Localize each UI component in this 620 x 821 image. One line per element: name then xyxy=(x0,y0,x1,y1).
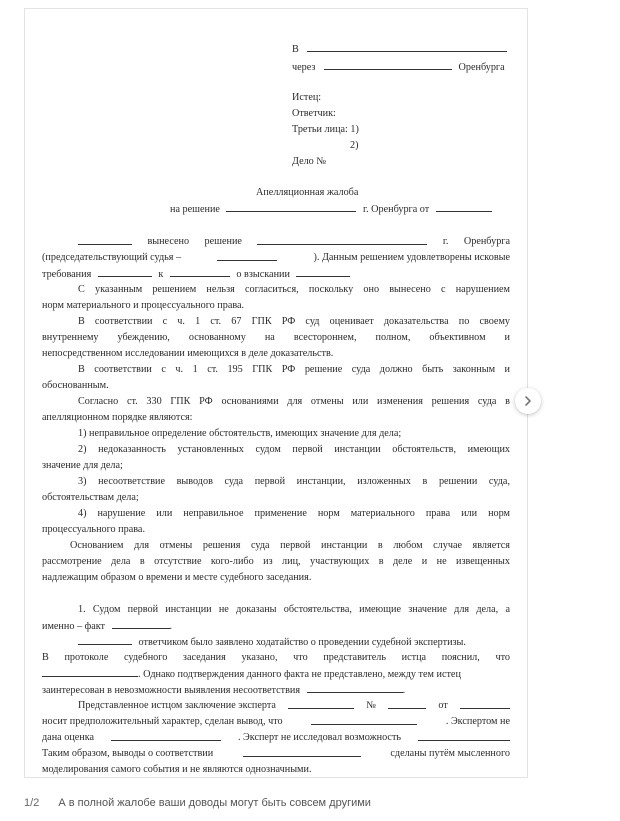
p4-line-2: обоснованным. xyxy=(42,380,109,391)
blank-field xyxy=(324,59,452,70)
p9-line-1 xyxy=(78,698,510,713)
blank-field xyxy=(257,234,427,245)
blank-field xyxy=(460,698,510,709)
p8-line-1 xyxy=(78,634,466,650)
list-item-4-line-1: 4) нарушение или неправильное применение норм материального права или норм xyxy=(78,508,510,519)
title-city-from: г. Оренбурга от xyxy=(363,204,430,215)
p3-line-2: внутреннему убеждению, основанному на всестороннем, полном, объективном и xyxy=(42,332,510,343)
text-span: ). Данным решением удовлетворены исковые xyxy=(313,252,510,263)
gallery-caption xyxy=(24,797,371,809)
caption-text: А в полной жалобе ваши доводы могут быть совсем другими xyxy=(58,797,371,809)
blank-field xyxy=(170,266,230,277)
text-span: к xyxy=(158,269,164,280)
blank-field xyxy=(78,234,132,245)
text-span: требования xyxy=(42,269,92,280)
blank-field xyxy=(112,618,170,629)
plaintiff-label: Истец: xyxy=(292,92,322,103)
list-item-1: 1) неправильное определение обстоятельств, имеющих значение для дела; xyxy=(78,428,402,439)
p5-line-1: Согласно ст. 330 ГПК РФ основаниями для отмены или изменения решения суда в xyxy=(78,396,510,407)
text-span: сделаны путём мысленного xyxy=(390,748,510,759)
text-span: Представленное истцом заключение эксперта xyxy=(78,700,276,711)
text-span: дана оценка xyxy=(42,732,95,743)
blank-field xyxy=(296,266,350,277)
third-party-1-label: Третьи лица: 1) xyxy=(292,124,359,135)
p6-line-1: Основанием для отмены решения суда первой инстанции в любом случае является xyxy=(70,540,510,551)
defendant-label: Ответчик: xyxy=(292,108,336,119)
addressee-line xyxy=(292,41,507,57)
addressee-label: В xyxy=(292,44,299,55)
via-line xyxy=(292,59,505,75)
list-item-3-line-2: обстоятельствам дела; xyxy=(42,492,139,503)
list-item-2-line-2: значение для дела; xyxy=(42,460,123,471)
p9-line-4 xyxy=(42,746,510,761)
blank-field xyxy=(98,266,152,277)
text-span: Таким образом, выводы о соответствии xyxy=(42,748,214,759)
p7-line-2: именно – факт . xyxy=(42,618,172,634)
document-title: Апелляционная жалоба xyxy=(256,187,359,198)
blank-field xyxy=(307,682,403,693)
text-span: решение xyxy=(204,236,242,247)
p8-line-2: В протоколе судебного заседания указано, что представитель истца пояснил, что xyxy=(42,652,510,663)
list-item-3-line-1: 3) несоответствие выводов суда первой инстанции, изложенных в решении суда, xyxy=(78,476,510,487)
p8-line-3 xyxy=(42,666,461,682)
text-span: ответчиком было заявлено ходатайство о проведении судебной экспертизы. xyxy=(138,637,466,648)
text-span: именно – факт xyxy=(42,621,105,632)
p7-line-1: 1. Судом первой инстанции не доказаны обстоятельства, имеющие значение для дела, а xyxy=(78,604,510,615)
document-page xyxy=(24,8,528,778)
title-on-decision: на решение xyxy=(170,204,220,215)
text-span: Оренбурга xyxy=(463,236,510,247)
p1-line-3 xyxy=(42,266,350,282)
blank-field xyxy=(42,666,138,677)
text-span: о взыскании xyxy=(236,269,290,280)
title-subline xyxy=(170,201,492,217)
blank-field xyxy=(217,250,277,261)
chevron-right-icon xyxy=(522,395,534,407)
p2-line-1: С указанным решением нельзя согласиться, поскольку оно вынесено с нарушением xyxy=(78,284,510,295)
p1-line-2 xyxy=(42,250,510,265)
text-span: № xyxy=(366,700,377,711)
p9-line-5: моделирования самого события и не являются однозначными. xyxy=(42,764,312,775)
blank-field xyxy=(307,41,507,52)
blank-field xyxy=(436,201,492,212)
via-city: Оренбурга xyxy=(458,62,505,73)
blank-field xyxy=(288,698,354,709)
case-number-label: Дело № xyxy=(292,156,327,167)
blank-field xyxy=(243,746,361,757)
list-item-4-line-2: процессуального права. xyxy=(42,524,145,535)
text-span: вынесено xyxy=(147,236,190,247)
text-span: . Однако подтверждения данного факта не представлено, между тем истец xyxy=(138,669,461,680)
p8-line-4: заинтересован в невозможности выявления несоответствия . xyxy=(42,682,405,698)
text-span: от xyxy=(438,700,448,711)
p3-line-1: В соответствии с ч. 1 ст. 67 ГПК РФ суд оценивает доказательства по своему xyxy=(78,316,510,327)
p4-line-1: В соответствии с ч. 1 ст. 195 ГПК РФ решение суда должно быть законным и xyxy=(78,364,510,375)
p9-line-3 xyxy=(42,730,510,745)
p2-line-2: норм материального и процессуального права. xyxy=(42,300,245,311)
p6-line-3: надлежащим образом о времени и месте судебного заседания. xyxy=(42,572,312,583)
third-party-2-label: 2) xyxy=(350,140,359,151)
text-span: . Экспертом не xyxy=(445,716,510,727)
list-item-2-line-1: 2) недоказанность установленных судом первой инстанции обстоятельств, имеющих xyxy=(78,444,510,455)
blank-field xyxy=(78,634,132,645)
p3-line-3: непосредственном исследовании имеющихся в деле доказательств. xyxy=(42,348,334,359)
blank-field xyxy=(111,730,221,741)
blank-field xyxy=(226,201,356,212)
p6-line-2: рассмотрение дела в отсутствие кого-либо из лиц, участвующих в деле и не извещенных xyxy=(42,556,510,567)
text-span: . Эксперт не исследовал возможность xyxy=(237,732,402,743)
p9-line-2 xyxy=(42,714,510,729)
text-span: (председательствующий судья – xyxy=(42,252,182,263)
text-span: носит предположительный характер, сделан вывод, что xyxy=(42,716,283,727)
text-span: заинтересован в невозможности выявления несоответствия xyxy=(42,685,301,696)
p5-line-2: апелляционном порядке являются: xyxy=(42,412,193,423)
blank-field xyxy=(388,698,426,709)
blank-field xyxy=(311,714,417,725)
page-counter: 1/2 xyxy=(24,797,40,809)
blank-field xyxy=(418,730,510,741)
text-span: г. xyxy=(442,236,449,247)
p1-line-1 xyxy=(78,234,510,249)
via-label: через xyxy=(292,62,316,73)
next-page-button[interactable] xyxy=(515,388,541,414)
